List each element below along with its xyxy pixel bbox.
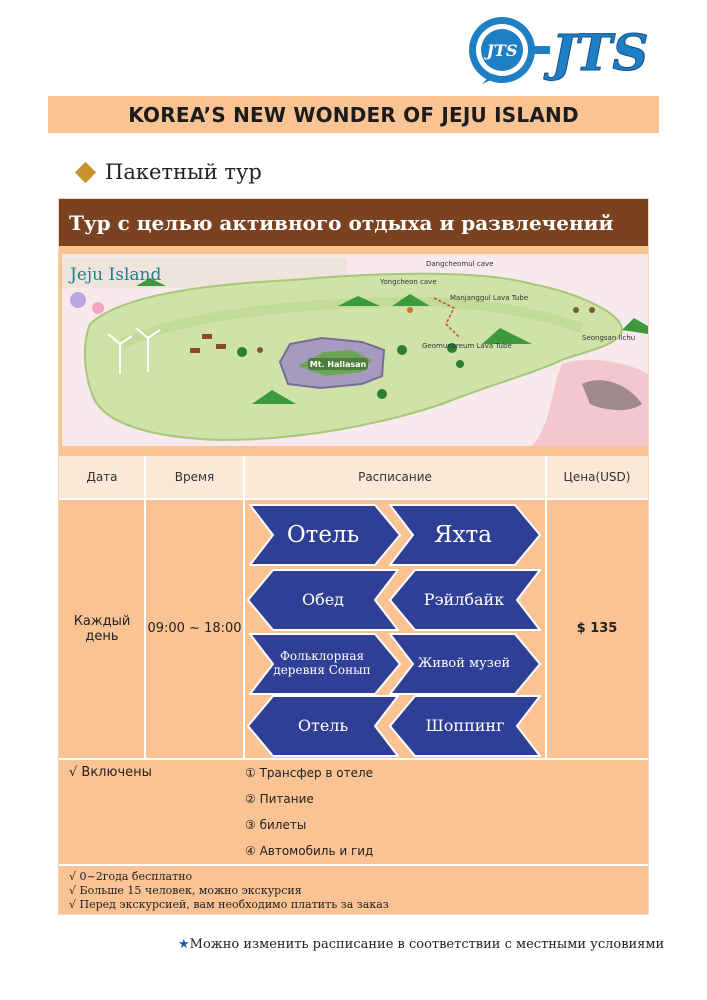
title-banner <box>48 96 659 133</box>
step-lunch-label: Обед <box>301 589 345 609</box>
logo-big-text: JTS <box>551 23 649 82</box>
col-time: Время <box>174 470 215 484</box>
step-hotel-label: Отель <box>286 521 360 548</box>
map-label-yongcheon: Yongcheon cave <box>380 278 437 286</box>
diamond-bullet-icon <box>75 161 96 182</box>
map-label-hallasan: Mt. Hallasan <box>309 360 367 369</box>
divider <box>59 864 648 866</box>
section-heading <box>74 160 262 184</box>
col-schedule: Расписание <box>358 470 432 484</box>
jeju-map <box>62 254 648 446</box>
step-hotel-return-label: Отель <box>297 715 349 735</box>
map-label-seongsan: Seongsan Ilchu <box>582 334 636 342</box>
jts-logo <box>466 14 652 86</box>
map-illustration <box>62 254 648 446</box>
note-item: √ Перед экскурсией, вам необходимо платить за заказ <box>69 898 389 911</box>
included-item: ① Трансфер в отеле <box>245 766 374 780</box>
divider <box>59 758 648 760</box>
map-label-manjanggul: Manjanggul Lava Tube <box>450 294 529 302</box>
included-item: ③ билеты <box>245 818 307 832</box>
step-yacht-label: Яхта <box>434 521 492 548</box>
included-item: ② Питание <box>245 792 314 806</box>
row-price: $ 135 <box>576 621 618 636</box>
map-title: Jeju Island <box>70 265 162 285</box>
schedule-table-header <box>59 456 648 498</box>
footer-text: Можно изменить расписание в соответствии с местными условиями <box>189 937 665 952</box>
logo-small-text: JTS <box>486 41 518 60</box>
step-folk-village-label: Фольклорная деревня Сонып <box>273 649 371 677</box>
note-item: √ Больше 15 человек, можно экскурсия <box>69 884 302 897</box>
section-title: Пакетный тур <box>105 160 262 184</box>
tour-title: Тур с целью активного отдыха и развлечений <box>69 210 614 235</box>
step-shopping-label: Шоппинг <box>425 715 505 735</box>
row-date: Каждый день <box>73 613 131 644</box>
map-label-dangcheomul: Dangcheomul cave <box>426 260 494 268</box>
footer-note <box>178 937 664 952</box>
row-time: 09:00 ~ 18:00 <box>147 621 242 636</box>
tour-title-bar <box>59 199 648 246</box>
star-icon: ★ <box>178 937 190 952</box>
included-label: √ Включены <box>69 765 152 780</box>
note-item: √ 0~2года бесплатно <box>69 870 193 883</box>
step-railbike-label: Рэйлбайк <box>423 589 505 609</box>
col-date: Дата <box>86 470 118 484</box>
step-museum-label: Живой музей <box>417 655 511 671</box>
tour-card <box>58 198 649 915</box>
page-title: KOREA’S NEW WONDER OF JEJU ISLAND <box>128 102 579 127</box>
map-label-geomunoreum: Geomunoreum Lava Tube <box>422 342 512 350</box>
col-price: Цена(USD) <box>563 470 631 484</box>
included-item: ④ Автомобиль и гид <box>245 844 374 858</box>
